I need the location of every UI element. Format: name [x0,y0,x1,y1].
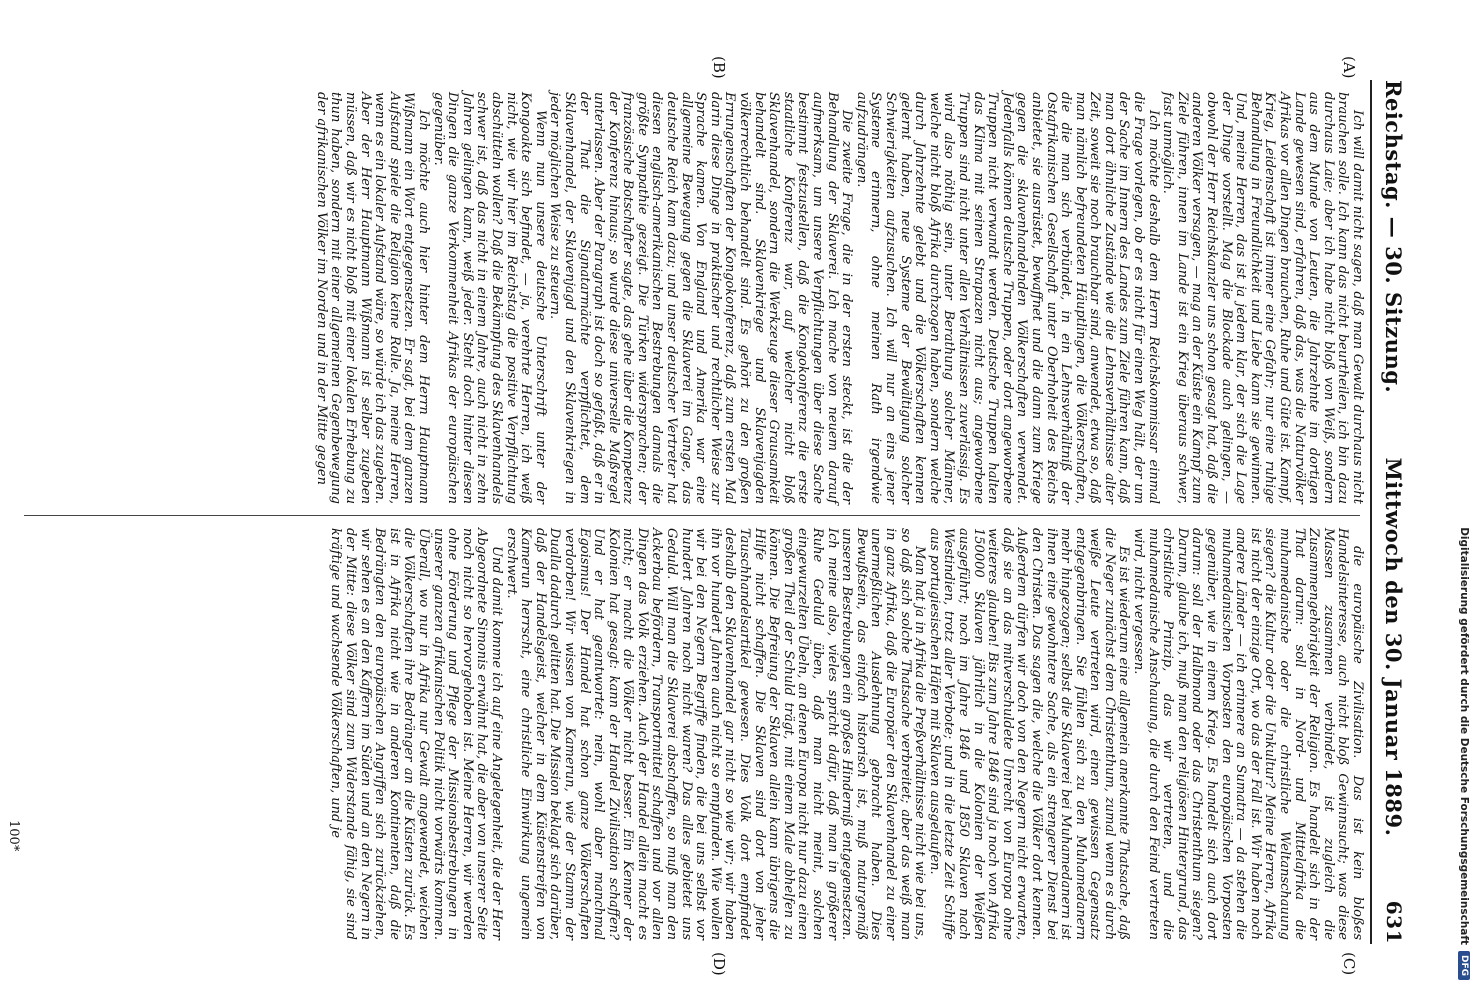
paragraph: Es ist wiederum eine allgemein anerkannte Thatsache, daß die Neger zunächst dem Christenthum, zumal wenn es durch weiße Leute vertreten wird, einen gewissen Gegensatz entgegenbringen. Sie fühlen sich zu den Muhamedanern mehr hingezogen; selbst die Sklaverei bei Muhamedanern ist ihnen eine gewohntere Sache, als ein strengerer Dienst bei den Christen. Das sagen die, welche die Völker dort kennen. Außerdem dürfen wir doch von den Negern nicht erwarten, daß sie an das mitverschuldete Unrecht von Europa ohne weiteres glauben! Bis zum Jahre 1846 sind ja noch von Afrika 150000 Sklaven jährlich in die Kolonien der Weißen ausgeführt; noch im Jahre 1846 und 1850 Sklaven nach Westindien, trotz aller Verbote; und in die letzte Zeit Schiffe aus portugiesischen Häfen mit Sklaven ausgelaufen. [926,528,1132,940]
paragraph: Wenn nun unsere deutsche Unterschrift unter der Kongoakte sich befindet, — ja, verehrte Herren, ich weiß nicht, wie wir hier im Reichstag die positive Verpflichtung abschütteln wollen? Daß die Bekämpfung des Sklavenhandels schwer ist, daß das nicht in einem Jahre, auch nicht in zehn Jahren gelingen kann, weiß jeder. Steht doch hinter diesen Dingen die ganze Verkommenheit Afrikas der europäischen gegenüber. [430,92,548,504]
text-column-right [20,528,1364,940]
paragraph: Man hat ja in Afrika die Preßverhältnisse nicht wie bei uns, so daß sich solche Thatsache verbreitet; aber das weiß man in ganz Afrika, daß die Europäer den Sklavenhandel zu einer unermeßlichen Ausdehnung gebracht haben. Dies Bewußtsein, das einfach historisch ist, muß naturgemäß unseren Bestrebungen ein großes Hinderniß entgegensetzen. Ich meine also, vieles spricht dafür, daß man in größerer Ruhe Geduld üben, daß man nicht meint, solchen eingewurzelten Übeln, an denen Europa nicht nur dazu einen großen Theil der Schuld trägt, mit einem Male abhelfen zu können. Die Befreiung der Sklaven allein kann übrigens die Hilfe nicht schaffen. Die Sklaven sind dort von jeher Tauschhandelsartikel gewesen. Dies Volk dort empfindet deshalb den Sklavenhandel gar nicht so wie wir; wir haben ihn vor hundert Jahren auch nicht so empfunden. Wie wollen wir bei den Negern Begriffe finden, die bei uns selbst vor hundert Jahren noch nicht waren? Das alles gebietet uns Geduld. Will man die Sklaverei abschaffen, so muß man den Ackerbau befördern, Transportmittel schaffen und vor allen Dingen das Volk erziehen. Auch der Handel allein macht es nicht; er macht die Völker nicht besser. Ein Kenner der Kolonien hat gesagt: kann der Handel Zivilisation schaffen? Und er hat geantwortet: nein, wohl aber manchmal Egoismus! Der Handel hat schon ganze Völkerschaften verdorben! Wir wissen von Kamerun, wie der Stamm der Dualla dadurch gelitten hat. Die Mission beklagt sich darüber, daß der Handelsgeist, welcher in dem Küstenstreifen von Kamerun herrscht, eine christliche Einwirkung ungemein erschwert. [503,528,928,940]
header-left: Reichstag. — 30. Sitzung. [1381,80,1407,394]
margin-marker-d: (D) [710,952,728,976]
paragraph: Ich möchte auch hier hinter dem Herrn Hauptmann Wißmann ein Wort entgegensetzen. Er sagt, bei dem ganzen Aufstand spiele die Religion keine Rolle. Ja, meine Herren, wenn es ein lokaler Aufstand wäre, so würde ich das zugeben. Aber der Herr Hauptmann Wißmann ist selber zugeben müssen, daß wir es nicht bloß mit einer lokalen Erhebung zu thun haben, sondern mit einer allgemeinen Gegenbewegung der afrikanischen Völker im Norden und in der Mitte gegen [313,92,431,504]
paragraph: Ich will damit nicht sagen, daß man Gewalt durchaus nicht brauchen solle. Ich kann das nicht beurtheilen, ich bin dazu durchaus Laie; aber ich habe nicht bloß von Weiß, sondern aus dem Munde von Leuten, die Jahrzehnte im dortigen Lande gewesen sind, erfahren, daß das, was die Naturvölker Afrikas vor allen Dingen brauchen, Ruhe und Güte ist. Kampf, Krieg, Leidenschaft ist immer eine Gefahr; nur eine ruhige Behandlung in Freundlichkeit und Liebe kann sie gewinnen. Und, meine Herren, das ist ja jedem klar, der sich die Lage der Dinge vorstellt. Mag die Blockade auch gelingen, — obwohl der Herr Reichskanzler uns schon gesagt hat, daß die anderen Völker versagen, — mag an der Küste ein Kampf zum Ziele führen, innen im Lande ist ein Krieg überaus schwer, fast unmöglich. [1160,92,1365,504]
margin-marker-c: (C) [1340,952,1358,976]
credit-text: Digitalisierung gefördert durch die Deutsche Forschungsgemeinschaft [1458,527,1470,945]
footer-number: 100* [6,820,21,852]
paragraph: die europäische Zivilisation. Das ist kein bloßes Handelsinteresse, auch nicht bloß Gewinnsucht; was diese Massen zusammen verbindet, ist zugleich die Zusammengehörigkeit der Religion. Es handelt sich in der That darum: soll in Nord- und Mittelafrika die muhamedanische oder die christliche Weltanschauung siegen? die Kultur oder die Unkultur? Meine Herren, Afrika ist nicht der einzige Ort, wo das der Fall ist. Wir haben noch andere Länder — ich erinnere an Sumatra — da stehen die muhamedanischen Vorposten den europäischen Vorposten gegenüber, wie in einem Krieg. Es handelt sich auch dort darum: soll der Halbmond oder das Christenthum siegen? Darum, glaube ich, muß man den religiösen Hintergrund, das christliche Prinzip, das wir vertreten, und die muhamedanische Anschauung, die durch den Feind vertreten wird, nicht vergessen. [1131,528,1365,940]
paragraph: Und damit komme ich auf eine Angelegenheit, die der Herr Abgeordnete Simonis erwähnt hat, die aber von unserer Seite noch nicht so hervorgehoben ist. Meine Herren, wir werden ohne Förderung und Pflege der Missionsbestrebungen in unserer ganzen afrikanischen Politik nicht vorwärts kommen. Überall, wo nur in Afrika nur Gewalt angewendet, weichen die Völkerschaften ihre Bedränger an die Küsten zurück. Es ist in Afrika nicht wie in anderen Kontinenten, daß die Bedrängten den europäischen Angriffen sich zurückziehen, wir sehen es an den Kaffern im Süden und an den Negern in der Mitte: diese Völker sind zum Widerstande fähig, sie sind kräftige und wachsende Völkerschaften, und je [328,528,504,940]
paragraph: Die zweite Frage, die in der ersten steckt, ist die der Behandlung der Sklaverei. Ich mache von neuem darauf aufmerksam, um unsere Verpflichtungen über diese Sache bestimmt festzustellen, daß die Kongokonferenz die erste staatliche Konferenz war, auf welcher nicht bloß Sklavenhandel, sondern die Werkzeuge dieser Grausamkeit behandelt sind. Sklavenkriege und Sklavenjagden völkerrechtlich behandelt sind. Es gehört zu den großen Errungenschaften der Kongokonferenz, daß zum ersten Mal darin diese Dinge in praktischer und rechtlicher Weise zur Sprache kamen. Von England und Amerika war eine allgemeine Bewegung gegen die Sklaverei im Gange, das deutsche Reich kam dazu; und unser deutscher Vertreter hat diesen englisch-amerikanischen Bestrebungen damals die größte Sympathie gezeigt. Die Türken widersprachen; der französische Botschafter sagte, das gehe über die Kompetenz der Konferenz hinaus; so wurde diese universelle Maßregel unterlassen. Aber der Paragraph ist doch so gefaßt, daß er in der That die Signatarmächte verpflichtet, dem Sklavenhandel, der Sklavenjagd und den Sklavenkriegen in jeder möglichen Weise zu steuern. [547,92,855,504]
dfg-logo: DFG [1458,951,1470,980]
page-header [1374,80,1414,944]
text-column-left [20,92,1364,504]
digitization-credit [1458,80,1470,980]
column-divider [24,515,1360,516]
page-number: 631 [1382,900,1406,944]
margin-marker-a: (A) [1340,56,1358,79]
header-center: Mittwoch den 30. Januar 1889. [1381,457,1407,837]
paragraph: Ich möchte deshalb dem Herrn Reichskommissar einmal die Frage vorlegen, ob er es nicht für einen Weg hält, der um der Sache im Innern des Landes zum Ziele führen kann, daß man dort ähnliche Zustände wie die Lehnsverhältnisse alter Zeit, soweit sie noch brauchbar sind, anwendet, etwa so, daß man nämlich befreundeten Häuptlingen, die Völkerschaften, die die man sich verbündet, in ein Lehnsverhältniß der Ostafrikanischen Gesellschaft unter Oberhoheit des Reichs anbietet, sie ausrüstet, bewaffnet und die dann zum Kriege gegen die sklavenhandelnden Völkerschaften verwendet. Jedenfalls können deutsche Truppen, oder dort angeworbene Truppen nicht verwandt werden. Deutsche Truppen halten das Klima mit seinen Strapazen nicht aus; angeworbene Truppen sind nicht unter allen Verhältnissen zuverlässig. Es wird also nöthig sein, unter Berathung solcher Männer, welche nicht bloß Afrika durchzogen haben, sondern welche durch Jahrzehnte gelebt und die Völkerschaften kennen gelernt haben, neue Systeme der Bewältigung solcher Schwierigkeiten aufzusuchen. Ich will nur an eins jener Systeme erinnern, ohne meinen Rath irgendwie aufzudrängen. [853,92,1161,504]
margin-marker-b: (B) [710,56,728,79]
header-rule [1370,80,1372,944]
